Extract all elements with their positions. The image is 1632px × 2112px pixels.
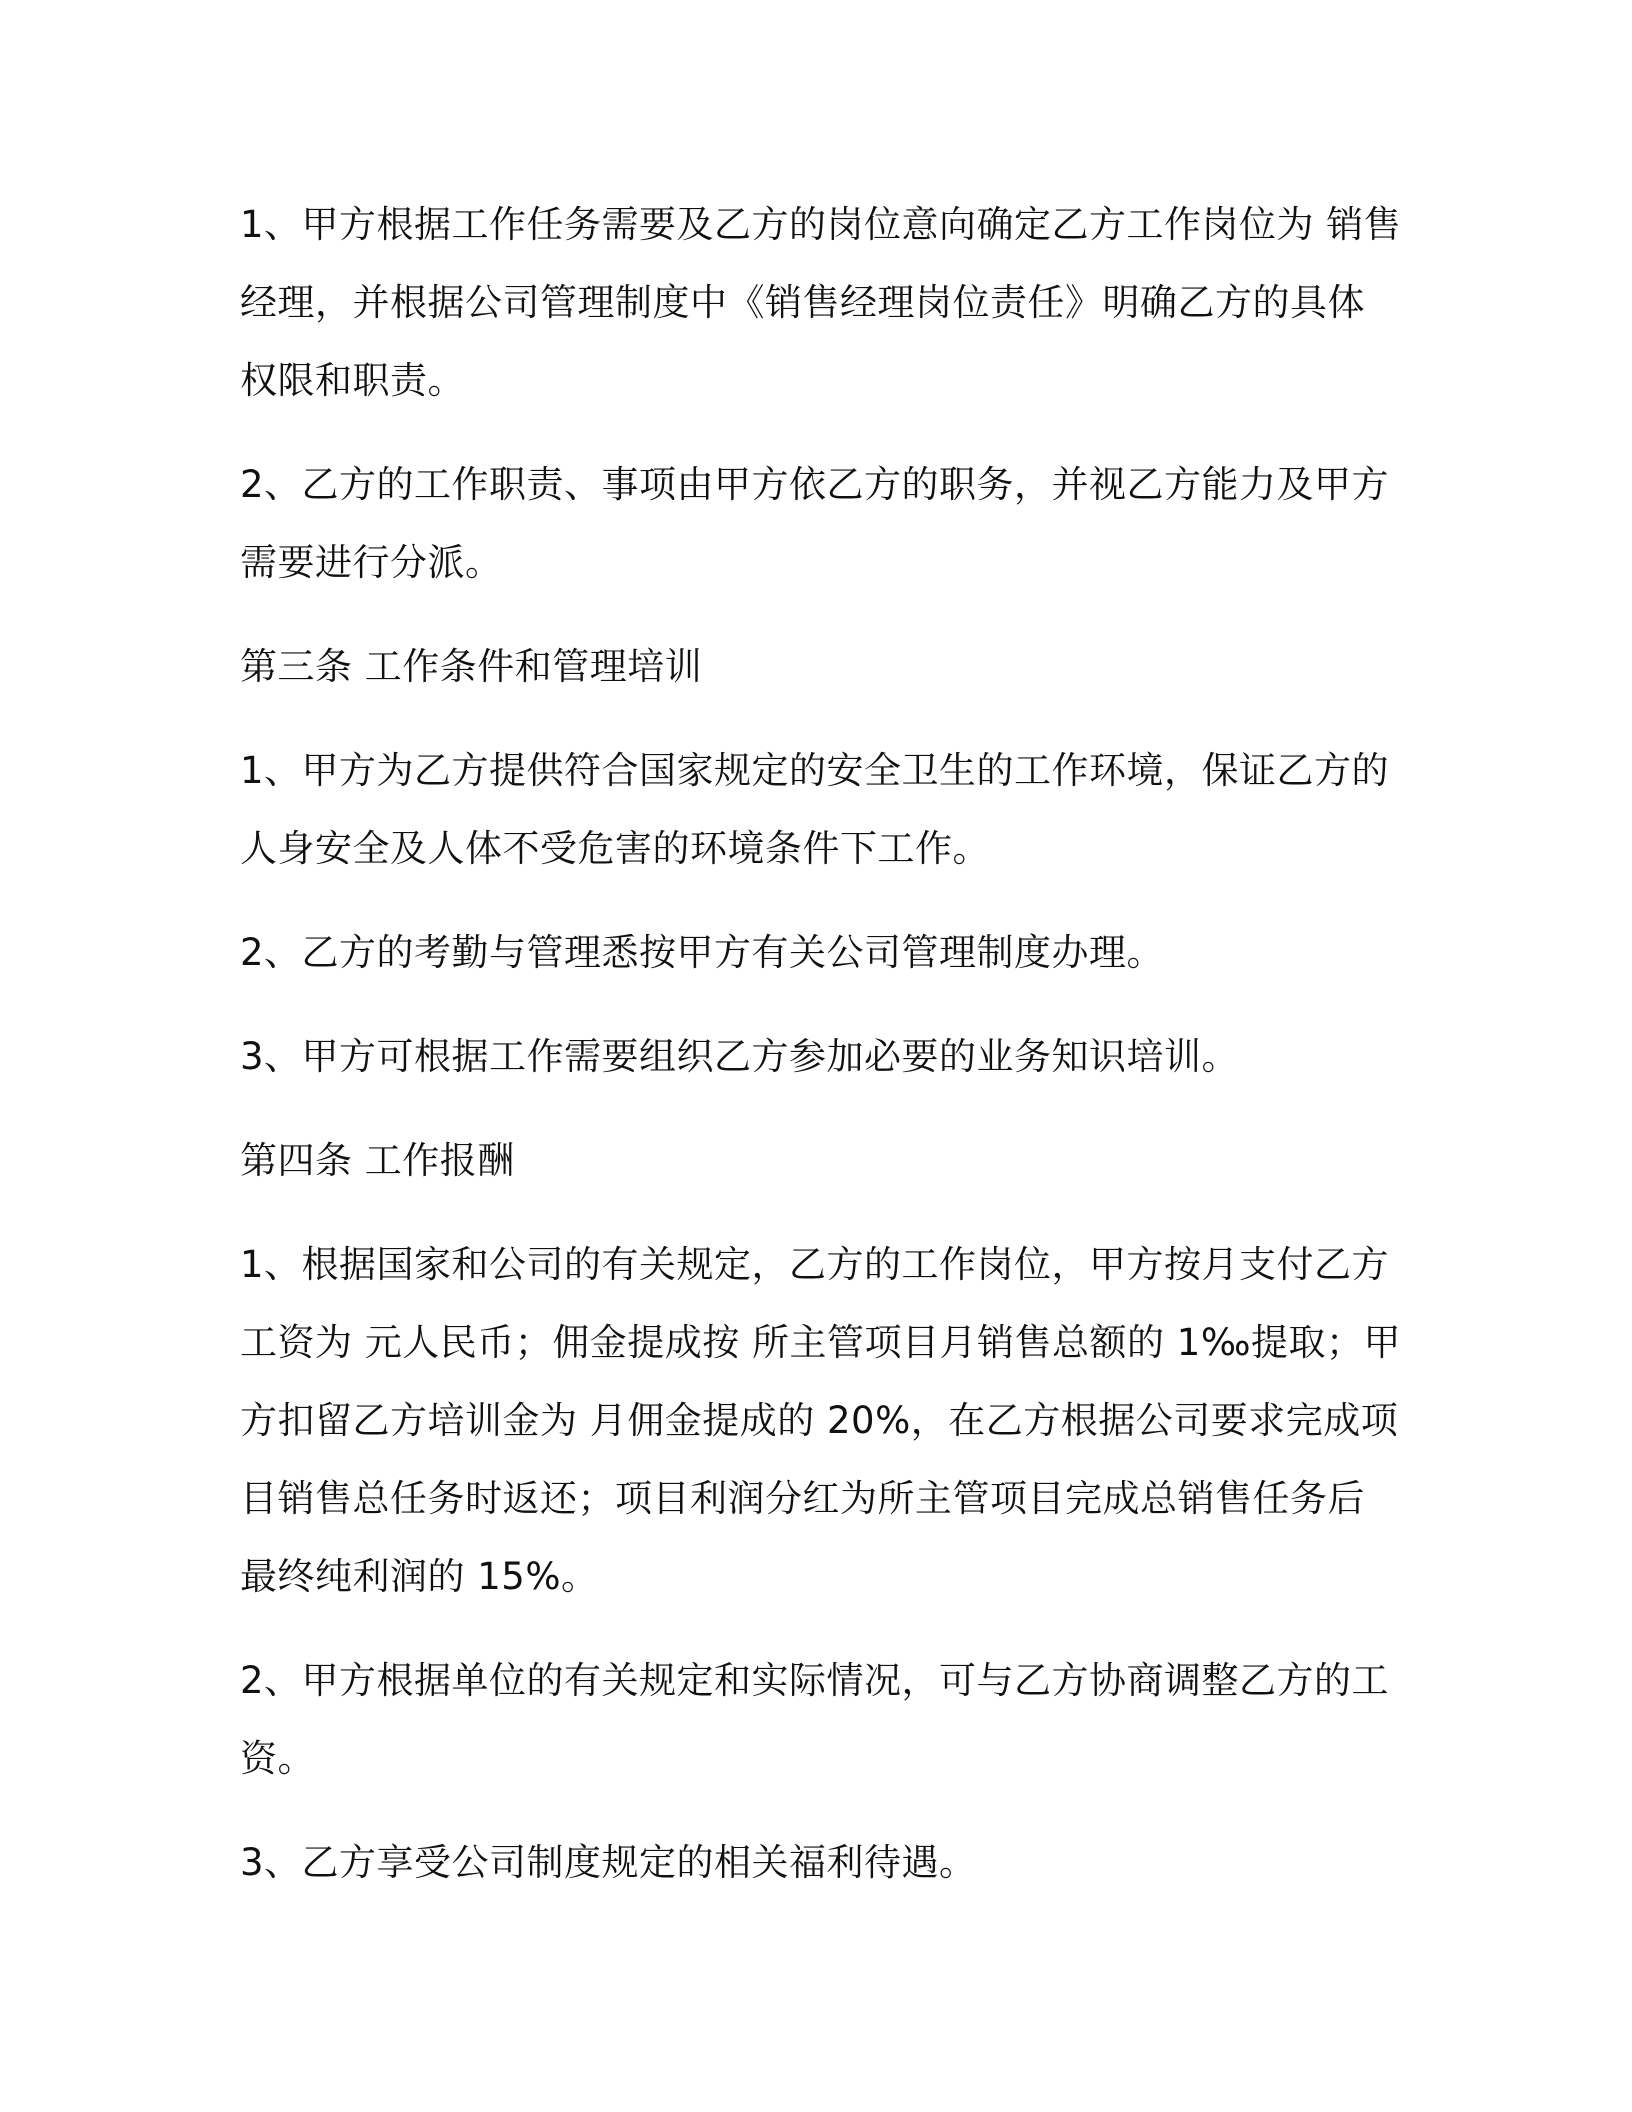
clause-paragraph-7 [240, 1642, 1400, 1798]
heading-text: 第四条 工作报酬 [240, 1139, 515, 1182]
text-line: 2、乙方的工作职责、事项由甲方依乙方的职务，并视乙方能力及甲方 [240, 463, 1390, 506]
text-line: 资。 [240, 1737, 315, 1780]
text-line: 方扣留乙方培训金为 月佣金提成的 20%，在乙方根据公司要求完成项 [240, 1399, 1399, 1442]
text-line: 3、甲方可根据工作需要组织乙方参加必要的业务知识培训。 [240, 1035, 1240, 1078]
text-line: 1、根据国家和公司的有关规定，乙方的工作岗位，甲方按月支付乙方 [240, 1243, 1390, 1286]
article-heading-3 [240, 628, 1400, 706]
article-heading-4 [240, 1122, 1400, 1200]
text-line: 经理，并根据公司管理制度中《销售经理岗位责任》明确乙方的具体 [240, 281, 1365, 324]
clause-paragraph-3 [240, 732, 1400, 888]
clause-paragraph-6 [240, 1226, 1400, 1616]
clause-paragraph-5 [240, 1018, 1400, 1096]
text-line: 2、乙方的考勤与管理悉按甲方有关公司管理制度办理。 [240, 931, 1165, 974]
clause-paragraph-2 [240, 446, 1400, 602]
clause-paragraph-1 [240, 186, 1400, 420]
text-line: 目销售总任务时返还；项目利润分红为所主管项目完成总销售任务后 [240, 1477, 1365, 1520]
heading-text: 第三条 工作条件和管理培训 [240, 645, 703, 688]
text-line: 权限和职责。 [240, 359, 465, 402]
text-line: 2、甲方根据单位的有关规定和实际情况，可与乙方协商调整乙方的工 [240, 1659, 1390, 1702]
clause-paragraph-8 [240, 1824, 1400, 1902]
document-body [240, 186, 1400, 1928]
text-line: 1、甲方根据工作任务需要及乙方的岗位意向确定乙方工作岗位为 销售 [240, 203, 1402, 246]
text-line: 人身安全及人体不受危害的环境条件下工作。 [240, 827, 990, 870]
clause-paragraph-4 [240, 914, 1400, 992]
text-line: 1、甲方为乙方提供符合国家规定的安全卫生的工作环境，保证乙方的 [240, 749, 1390, 792]
text-line: 需要进行分派。 [240, 541, 503, 584]
text-line: 最终纯利润的 15%。 [240, 1555, 599, 1598]
text-line: 工资为 元人民币；佣金提成按 所主管项目月销售总额的 1‰提取；甲 [240, 1321, 1401, 1364]
text-line: 3、乙方享受公司制度规定的相关福利待遇。 [240, 1841, 977, 1884]
